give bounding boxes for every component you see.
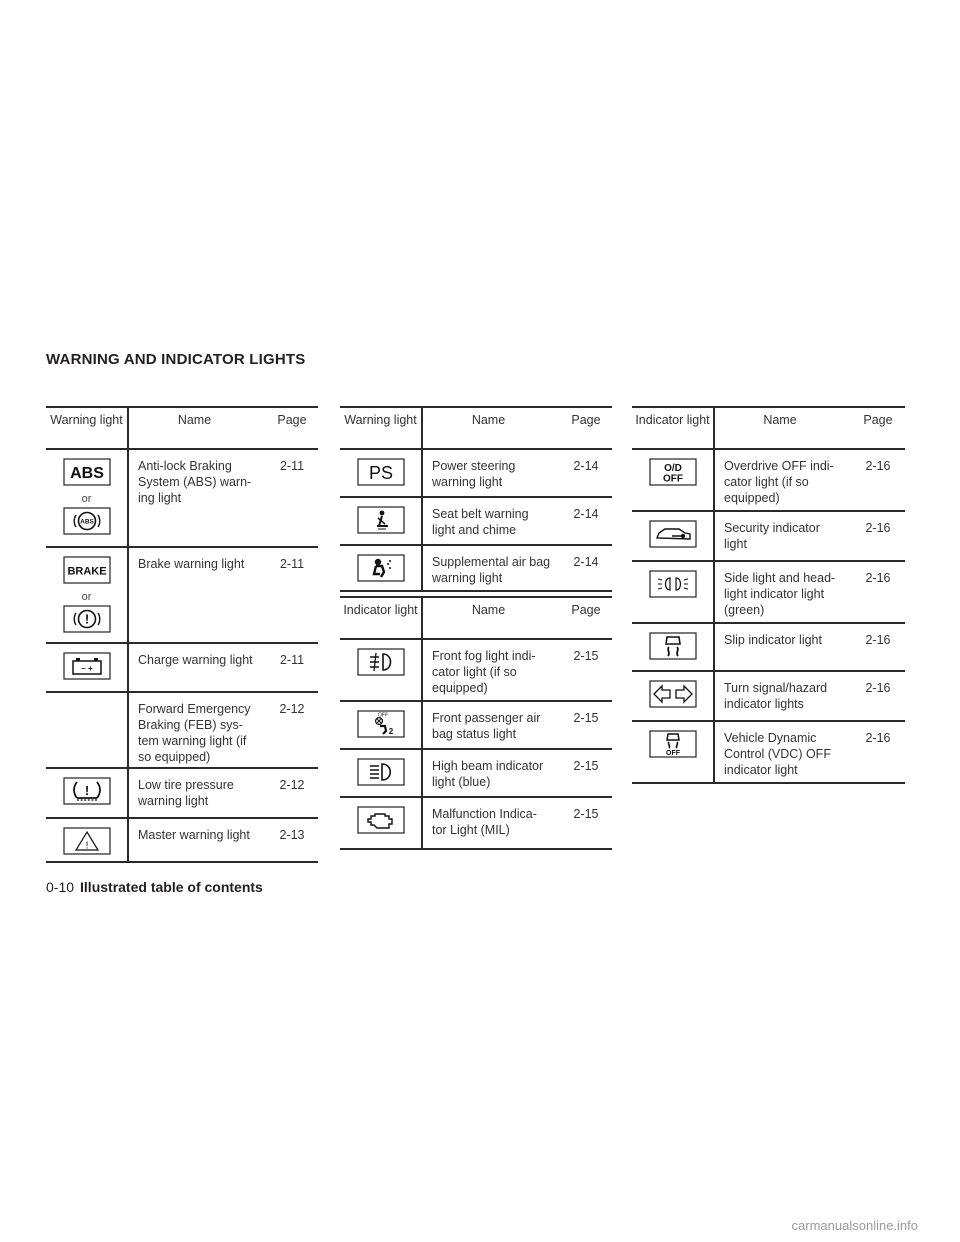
header-name-col: Name <box>422 597 560 639</box>
row-name: Charge warning light <box>128 643 266 692</box>
svg-text:OFF: OFF <box>665 750 680 757</box>
page-footer <box>46 879 263 895</box>
svg-text:2: 2 <box>388 727 393 736</box>
front-fog-icon <box>357 648 405 676</box>
indicator-lights-table-2 <box>632 406 905 784</box>
svg-text:PS: PS <box>368 463 393 483</box>
warning-lights-table-1 <box>46 406 318 863</box>
or-label: or <box>81 591 92 603</box>
row-name: Side light and head- light indicator light (green) <box>714 561 851 623</box>
svg-text:ABS: ABS <box>69 465 104 482</box>
row-name: Forward Emergency Braking (FEB) sys- tem warning light (if so equipped) <box>128 692 266 768</box>
tire-pressure-icon <box>63 777 111 805</box>
table-header <box>632 407 905 449</box>
table-row <box>46 692 318 768</box>
brake-circle-icon <box>63 605 111 637</box>
row-name: Turn signal/hazard indicator lights <box>714 671 851 721</box>
brake-text-icon <box>63 556 111 584</box>
row-page: 2-16 <box>851 623 905 671</box>
svg-text:BRAKE: BRAKE <box>66 565 107 578</box>
table-row <box>632 511 905 561</box>
warning-lights-table-2 <box>340 406 612 592</box>
svg-text:!: ! <box>84 783 89 798</box>
row-page: 2-11 <box>266 449 318 547</box>
table-row <box>340 639 612 701</box>
row-page: 2-15 <box>560 701 612 749</box>
header-name-col: Name <box>128 407 266 449</box>
header-name-col: Name <box>714 407 851 449</box>
airbag-icon <box>357 554 405 582</box>
row-page: 2-16 <box>851 561 905 623</box>
svg-text:!: ! <box>84 611 89 627</box>
security-icon <box>649 520 697 548</box>
slip-icon <box>649 632 697 660</box>
table-row <box>632 449 905 511</box>
row-page: 2-13 <box>266 818 318 862</box>
abs-text-icon <box>63 458 111 486</box>
svg-text:O/D: O/D <box>663 463 682 474</box>
vdc-off-icon <box>649 730 697 758</box>
table-row <box>340 797 612 849</box>
row-name: Seat belt warning light and chime <box>422 497 560 545</box>
row-name: Slip indicator light <box>714 623 851 671</box>
table-row <box>46 547 318 643</box>
table-row <box>340 749 612 797</box>
row-name: Security indicator light <box>714 511 851 561</box>
row-page: 2-15 <box>560 749 612 797</box>
footer-title: Illustrated table of contents <box>80 879 263 895</box>
header-page-col: Page <box>560 407 612 449</box>
row-page: 2-14 <box>560 449 612 497</box>
header-icon-col: Warning light <box>46 407 128 449</box>
row-page: 2-16 <box>851 511 905 561</box>
table-row <box>46 768 318 818</box>
power-steering-icon <box>357 458 405 486</box>
or-label: or <box>81 493 92 505</box>
row-name: High beam indicator light (blue) <box>422 749 560 797</box>
turn-signal-icon <box>649 680 697 708</box>
page-number: 0-10 <box>46 879 75 895</box>
svg-text:ABS: ABS <box>79 518 94 526</box>
side-light-icon <box>649 570 697 598</box>
header-icon-col: Warning light <box>340 407 422 449</box>
svg-text:OFF: OFF <box>662 473 683 485</box>
table-row <box>632 561 905 623</box>
row-page: 2-16 <box>851 671 905 721</box>
table-row <box>340 449 612 497</box>
header-page-col: Page <box>266 407 318 449</box>
row-page: 2-12 <box>266 768 318 818</box>
row-name: Overdrive OFF indi- cator light (if so equipped) <box>714 449 851 511</box>
table-row <box>632 623 905 671</box>
overdrive-off-icon <box>649 458 697 486</box>
row-page: 2-15 <box>560 797 612 849</box>
battery-icon <box>63 652 111 680</box>
row-page: 2-16 <box>851 721 905 783</box>
header-page-col: Page <box>560 597 612 639</box>
engine-icon <box>357 806 405 834</box>
svg-text:– +: – + <box>80 664 93 673</box>
row-name: Front fog light indi- cator light (if so equipped) <box>422 639 560 701</box>
row-name: Anti-lock Braking System (ABS) warn- ing light <box>128 449 266 547</box>
row-name: Vehicle Dynamic Control (VDC) OFF indicator light <box>714 721 851 783</box>
row-page: 2-16 <box>851 449 905 511</box>
row-page: 2-14 <box>560 497 612 545</box>
table-header <box>340 407 612 449</box>
table-row <box>46 818 318 862</box>
row-name: Front passenger air bag status light <box>422 701 560 749</box>
master-warning-icon <box>63 827 111 855</box>
indicator-lights-table-1 <box>340 596 612 850</box>
row-name: Master warning light <box>128 818 266 862</box>
header-name-col: Name <box>422 407 560 449</box>
table-row <box>632 721 905 783</box>
header-icon-col: Indicator light <box>340 597 422 639</box>
svg-text:OFF: OFF <box>377 712 388 719</box>
row-page: 2-12 <box>266 692 318 768</box>
table-row <box>46 643 318 692</box>
svg-text:!: ! <box>85 840 88 852</box>
section-title: WARNING AND INDICATOR LIGHTS <box>46 351 306 368</box>
table-row <box>632 671 905 721</box>
row-page: 2-15 <box>560 639 612 701</box>
row-page: 2-11 <box>266 643 318 692</box>
high-beam-icon <box>357 758 405 786</box>
table-row <box>46 449 318 547</box>
header-icon-col: Indicator light <box>632 407 714 449</box>
row-page: 2-11 <box>266 547 318 643</box>
abs-circle-icon <box>63 507 111 539</box>
passenger-airbag-icon <box>357 710 405 738</box>
row-name: Low tire pressure warning light <box>128 768 266 818</box>
watermark[interactable]: carmanualsonline.info <box>791 1218 918 1233</box>
table-header <box>340 597 612 639</box>
table-header <box>46 407 318 449</box>
header-page-col: Page <box>851 407 905 449</box>
seat-belt-icon <box>357 506 405 534</box>
row-name: Supplemental air bag warning light <box>422 545 560 591</box>
row-name: Power steering warning light <box>422 449 560 497</box>
table-row <box>340 701 612 749</box>
row-page: 2-14 <box>560 545 612 591</box>
row-name: Malfunction Indica- tor Light (MIL) <box>422 797 560 849</box>
table-row <box>340 497 612 545</box>
table-row <box>340 545 612 591</box>
row-name: Brake warning light <box>128 547 266 643</box>
